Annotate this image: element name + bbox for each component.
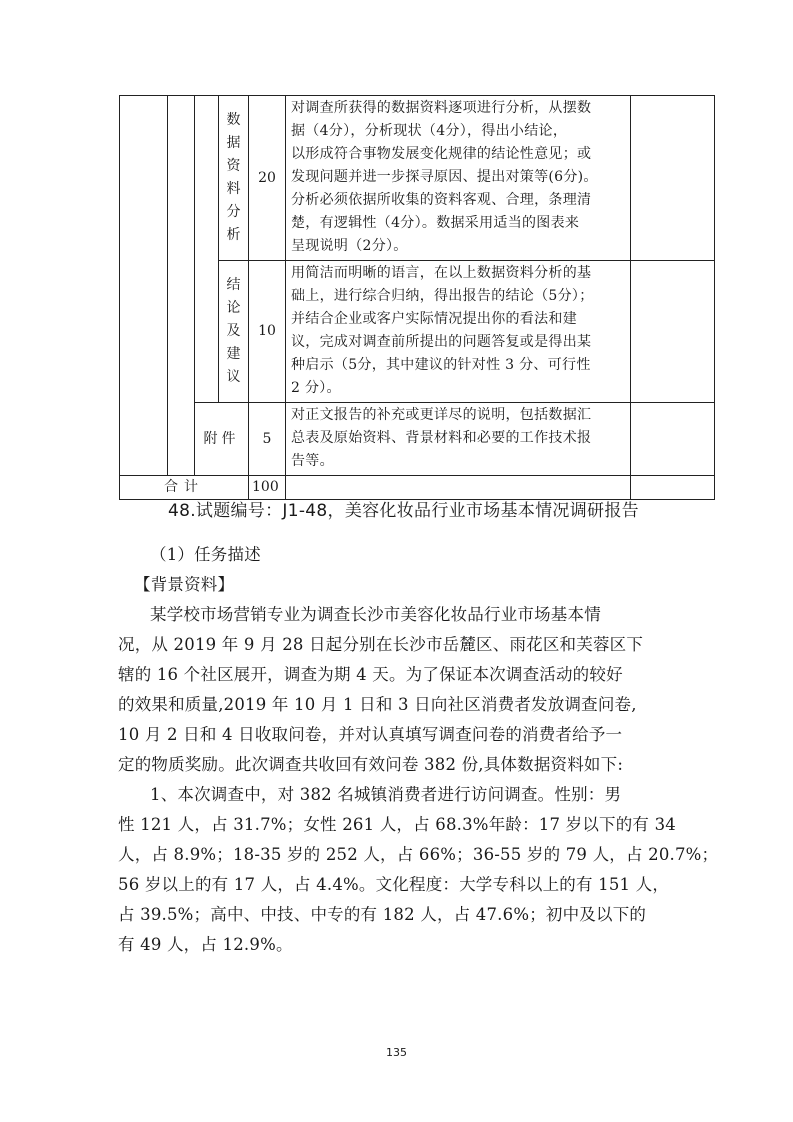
item-name-cell (219, 96, 249, 261)
total-label-cell: 合计 (120, 476, 249, 500)
description-line: 种启示（5分，其中建议的针对性 3 分、可行性 (291, 357, 591, 373)
table-row (120, 96, 715, 261)
paragraph-line: 人，占 8.9%；18-35 岁的 252 人，占 66%；36-55 岁的 79 人，占 20.7%； (118, 845, 719, 864)
table-cell (120, 96, 168, 476)
description-line: 分析必须依据所收集的资料客观、合理，条理清 (291, 192, 592, 208)
page-number: 135 (386, 1046, 407, 1059)
item-char: 建 (226, 346, 241, 362)
paragraph-line: 辖的 16 个社区展开，调查为期 4 天。为了保证本次调查活动的较好 (118, 665, 623, 684)
table-cell (631, 261, 715, 403)
description-line: 发现问题并进一步探寻原因、提出对策等(6分)。 (291, 169, 598, 185)
table-cell (195, 96, 219, 403)
description-cell (286, 403, 631, 476)
description-cell (286, 261, 631, 403)
paragraph-line: 1、本次调查中，对 382 名城镇消费者进行访问调查。性别：男 (150, 785, 622, 804)
item-name-cell (219, 261, 249, 403)
score-cell: 20 (249, 96, 286, 261)
table-cell (631, 476, 715, 500)
item-char: 议 (226, 369, 241, 385)
table-row (120, 403, 715, 476)
description-line: 总表及原始资料、背景材料和必要的工作技术报 (291, 430, 592, 446)
description-line: 础上，进行综合归纳，得出报告的结论（5分）； (291, 288, 594, 304)
description-line: 楚，有逻辑性（4分）。数据采用适当的图表来 (291, 215, 580, 231)
score-cell: 10 (249, 261, 286, 403)
description-line: 对正文报告的补充或更详尽的说明，包括数据汇 (291, 407, 592, 423)
paragraph-line: 的效果和质量,2019 年 10 月 1 日和 3 日向社区消费者发放调查问卷, (118, 695, 637, 714)
description-line: 并结合企业或客户实际情况提出你的看法和建 (291, 311, 577, 327)
section-title: 48.试题编号：J1-48，美容化妆品行业市场基本情况调研报告 (168, 501, 639, 521)
description-line: 呈现说明（2分）。 (291, 238, 408, 254)
description-line: 议，完成对调查前所提出的问题答复或是得出某 (291, 334, 592, 350)
paragraph-line: 某学校市场营销专业为调查长沙市美容化妆品行业市场基本情 (150, 605, 601, 624)
item-char: 分 (226, 204, 241, 220)
item-char: 料 (226, 181, 241, 197)
table-cell (168, 96, 195, 476)
item-char: 及 (226, 323, 241, 339)
description-line: 对调查所获得的数据资料逐项进行分析，从摆数 (291, 100, 592, 116)
paragraph-line: 10 月 2 日和 4 日收取问卷，并对认真填写调查问卷的消费者给予一 (118, 725, 623, 744)
attachment-label-cell: 附件 (195, 403, 249, 476)
item-char: 数 (226, 112, 241, 128)
paragraph-line: 定的物质奖励。此次调查共收回有效问卷 382 份,具体数据资料如下: (118, 755, 624, 774)
paragraph-line: 况，从 2019 年 9 月 28 日起分别在长沙市岳麓区、雨花区和芙蓉区下 (118, 635, 644, 654)
table-cell (631, 403, 715, 476)
description-cell (286, 96, 631, 261)
paragraph-line: 占 39.5%；高中、中技、中专的有 182 人，占 47.6%；初中及以下的 (118, 905, 647, 924)
scoring-table (119, 95, 715, 500)
description-line: 2 分）。 (291, 380, 341, 396)
paragraph-line: 56 岁以上的有 17 人，占 4.4%。文化程度：大学专科以上的有 151 人， (118, 875, 670, 894)
paragraph-line: 性 121 人，占 31.7%；女性 261 人，占 68.3%年龄：17 岁以下的有 34 (118, 815, 676, 834)
item-char: 论 (226, 300, 241, 316)
task-label: （1）任务描述 (150, 545, 261, 564)
description-line: 据（4分），分析现状（4分），得出小结论， (291, 123, 568, 139)
table-cell (631, 96, 715, 261)
item-char: 结 (226, 277, 241, 293)
item-char: 据 (226, 135, 241, 151)
description-line: 以形成符合事物发展变化规律的结论性意见；或 (291, 146, 592, 162)
item-char: 资 (226, 158, 241, 174)
score-cell: 5 (249, 403, 286, 476)
description-line: 用简洁而明晰的语言，在以上数据资料分析的基 (291, 265, 592, 281)
paragraph-line: 有 49 人，占 12.9%。 (118, 935, 293, 954)
description-line: 告等。 (291, 453, 334, 469)
background-label: 【背景资料】 (134, 575, 235, 594)
total-score-cell: 100 (249, 476, 286, 500)
item-char: 析 (226, 227, 241, 243)
